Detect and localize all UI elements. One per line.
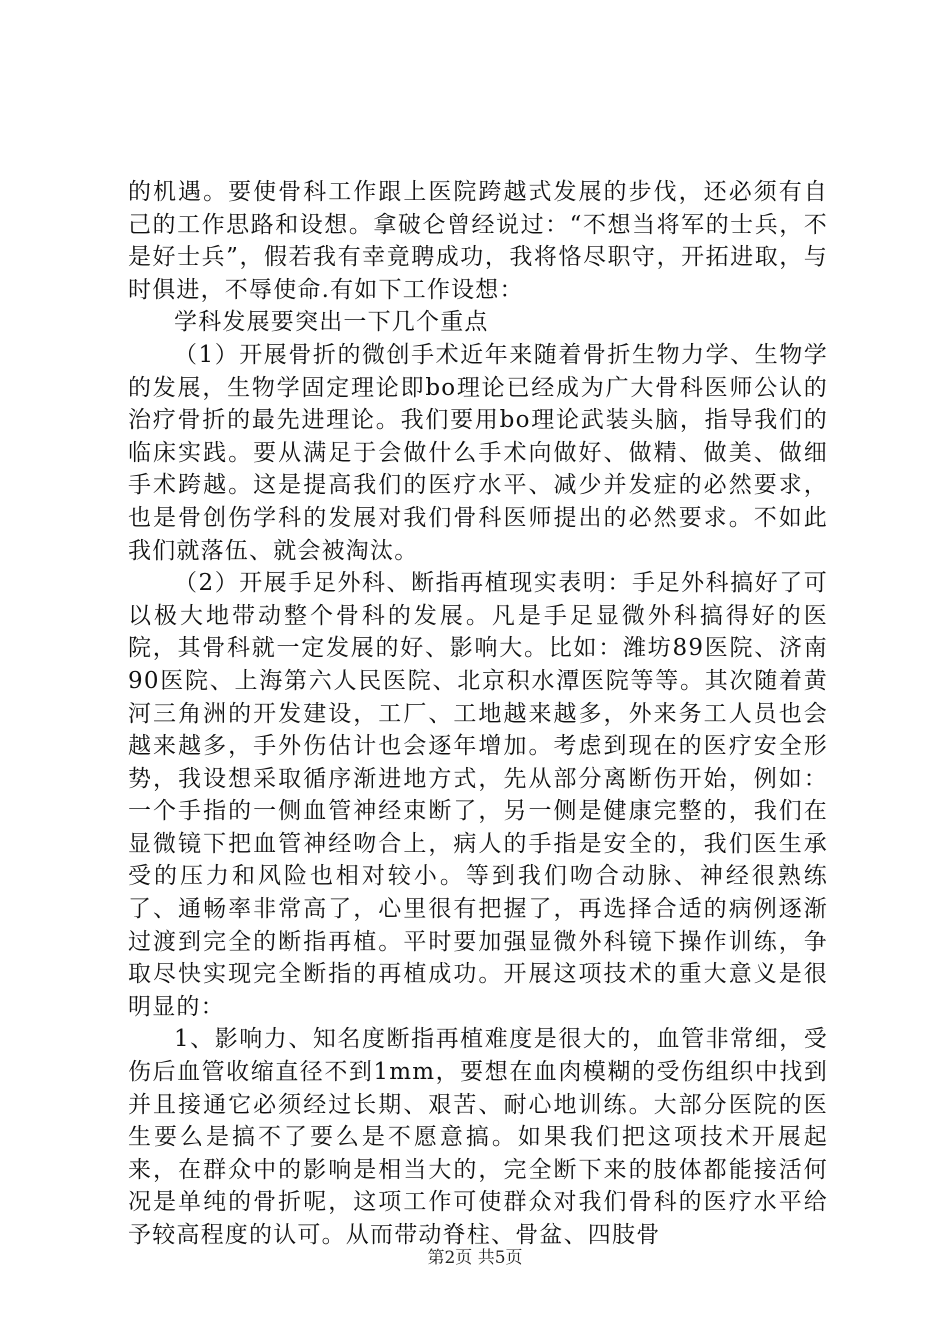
paragraph-1: 的机遇。要使骨科工作跟上医院跨越式发展的步伐，还必须有自己的工作思路和设想。拿破仑曾经说过：“不想当将军的士兵，不是好士兵”，假若我有幸竟聘成功，我将恪尽职守，开拓进取，与时俱进，不辱使命.有如下工作设想：	[128, 179, 828, 303]
paragraph-3: （1）开展骨折的微创手术近年来随着骨折生物力学、生物学的发展，生物学固定理论即bo理论已经成为广大骨科医师公认的治疗骨折的最先进理论。我们要用bo理论武装头脑，指导我们的临床实践。要从满足于会做什么手术向做好、做精、做美、做细手术跨越。这是提高我们的医疗水平、减少并发症的必然要求，也是骨创伤学科的发展对我们骨科医师提出的必然要求。不如此我们就落伍、就会被淘汰。	[128, 341, 828, 564]
paragraph-2: 学科发展要突出一下几个重点	[174, 309, 489, 336]
document-body	[128, 176, 828, 1252]
page-footer: 第2页 共5页	[427, 1248, 523, 1268]
paragraph-4: （2）开展手足外科、断指再植现实表明：手足外科搞好了可以极大地带动整个骨科的发展。凡是手足显微外科搞得好的医院，其骨科就一定发展的好、影响大。比如：潍坊89医院、济南90医院、上海第六人民医院、北京积水潭医院等等。其次随着黄河三角洲的开发建设，工厂、工地越来越多，外来务工人员也会越来越多，手外伤估计也会逐年增加。考虑到现在的医疗安全形势，我设想采取循序渐进地方式，先从部分离断伤开始，例如：一个手指的一侧血管神经束断了，另一侧是健康完整的，我们在显微镜下把血管神经吻合上，病人的手指是安全的，我们医生承受的压力和风险也相对较小。等到我们吻合动脉、神经很熟练了、通畅率非常高了，心里很有把握了，再选择合适的病例逐渐过渡到完全的断指再植。平时要加强显微外科镜下操作训练，争取尽快实现完全断指的再植成功。开展这项技术的重大意义是很明显的：	[128, 570, 828, 1020]
paragraph-5: 1、影响力、知名度断指再植难度是很大的，血管非常细，受伤后血管收缩直径不到1mm，要想在血肉模糊的受伤组织中找到并且接通它必须经过长期、艰苦、耐心地训练。大部分医院的医生要么是搞不了要么是不愿意搞。如果我们把这项技术开展起来，在群众中的影响是相当大的，完全断下来的肢体都能接活何况是单纯的骨折呢，这项工作可使群众对我们骨科的医疗水平给予较高程度的认可。从而带动脊柱、骨盆、四肢骨	[128, 1026, 828, 1248]
